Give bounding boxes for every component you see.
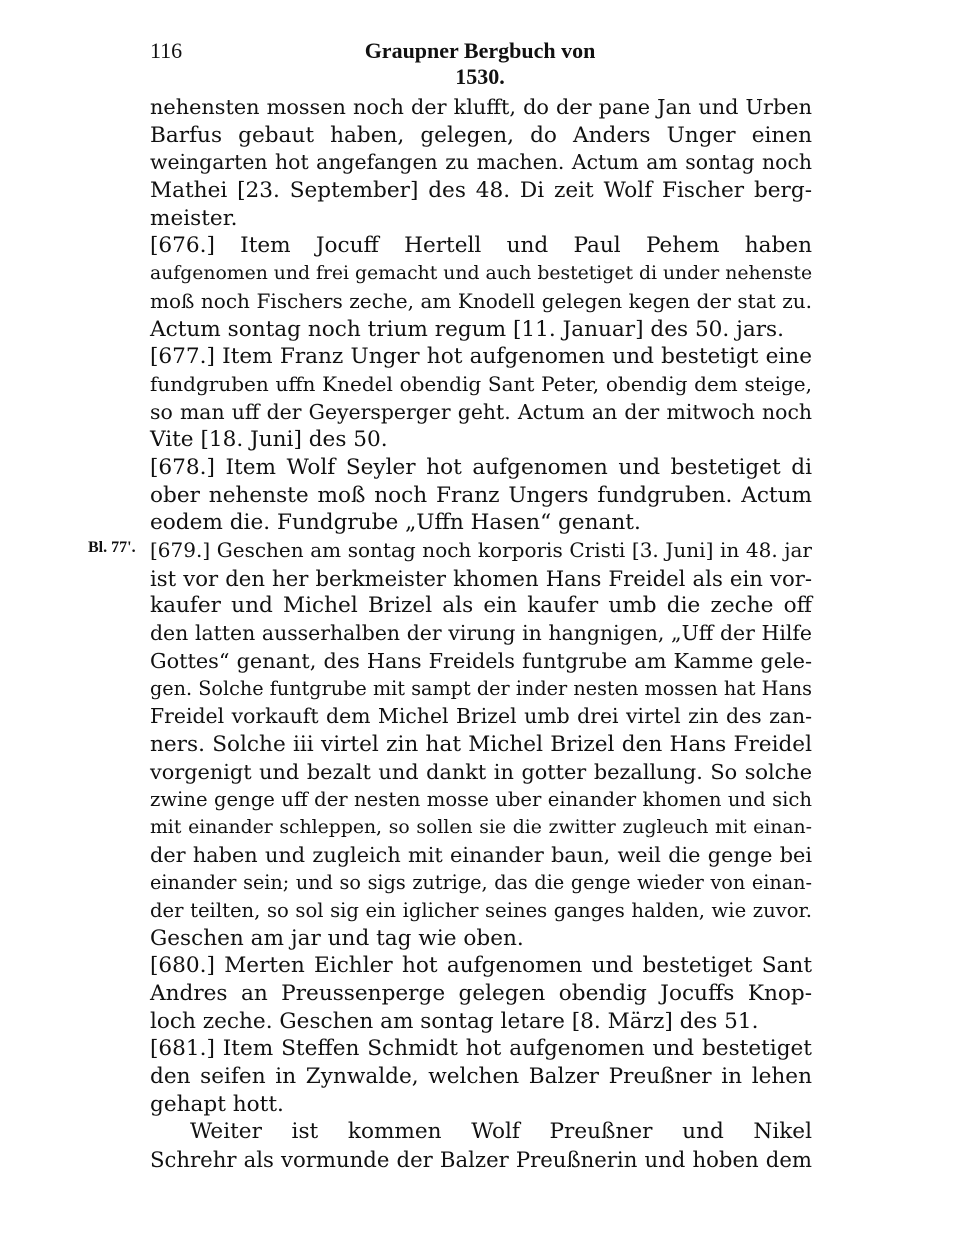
page-number: 116 bbox=[150, 38, 183, 63]
page-header bbox=[150, 38, 810, 89]
text-line: ober nehenste moß noch Franz Ungers fundgruben. Actum bbox=[150, 482, 812, 508]
text-line: weingarten hot angefangen zu machen. Actum am sontag noch bbox=[150, 150, 812, 175]
text-line: Weiter ist kommen Wolf Preußner und Nikel bbox=[190, 1119, 812, 1145]
text-line: Schrehr als vormunde der Balzer Preußnerin und hoben dem bbox=[150, 1147, 812, 1173]
text-line: [677.] Item Franz Unger hot aufgenomen und bestetigt eine bbox=[150, 344, 812, 370]
text-line: Vite [18. Juni] des 50. bbox=[150, 427, 388, 453]
text-line: zwine genge uff der nesten mosse uber einander khomen und sich bbox=[150, 788, 812, 812]
text-line: [680.] Merten Eichler hot aufgenomen und bestetiget Sant bbox=[150, 953, 812, 979]
text-line: fundgruben uffn Knedel obendig Sant Peter, obendig dem steige, bbox=[150, 371, 812, 396]
text-line: Gottes“ genant, des Hans Freidels funtgrube am Kamme gele- bbox=[150, 648, 812, 673]
text-line: der haben und zugleich mit einander baun, weil die genge bei bbox=[150, 842, 812, 867]
text-line: der teilten, so sol sig ein iglicher seines ganges halden, wie zuvor. bbox=[150, 898, 812, 922]
text-line: Freidel vorkauft dem Michel Brizel umb drei virtel zin des zan- bbox=[150, 704, 812, 729]
text-line: Barfus gebaut haben, gelegen, do Anders Unger einen bbox=[150, 122, 812, 148]
text-line: vorgenigt und bezalt und dankt in gotter bezallung. So solche bbox=[150, 759, 812, 784]
text-line: gehapt hott. bbox=[150, 1091, 284, 1117]
text-line: gen. Solche funtgrube mit sampt der inder nesten mossen hat Hans bbox=[150, 677, 812, 701]
margin-note: Bl. 77'. bbox=[88, 539, 136, 556]
text-line: Actum sontag noch trium regum [11. Januar] des 50. jars. bbox=[150, 316, 784, 342]
text-line: nehensten mossen noch der klufft, do der pane Jan und Urben bbox=[150, 95, 812, 119]
text-line: so man uff der Geyersperger geht. Actum an der mitwoch noch bbox=[150, 399, 812, 424]
body-text bbox=[150, 94, 812, 1174]
text-line: Mathei [23. September] des 48. Di zeit Wolf Fischer berg- bbox=[150, 178, 812, 204]
text-line: eodem die. Fundgrube „Uffn Hasen“ genant. bbox=[150, 510, 641, 536]
text-line: ist vor den her berkmeister khomen Hans Freidel als ein vor- bbox=[150, 565, 812, 591]
text-line: [676.] Item Jocuff Hertell und Paul Pehem haben bbox=[150, 233, 812, 259]
text-line: loch zeche. Geschen am sontag letare [8. März] des 51. bbox=[150, 1008, 759, 1034]
text-line: [679.] Geschen am sontag noch korporis Cristi [3. Juni] in 48. jar bbox=[150, 538, 812, 562]
text-line: mit einander schleppen, so sollen sie die zwitter zugleuch mit einan- bbox=[150, 816, 812, 838]
text-line: [681.] Item Steffen Schmidt hot aufgenomen und bestetiget bbox=[150, 1036, 812, 1062]
text-line: aufgenomen und frei gemacht und auch bestetiget di under nehenste bbox=[150, 263, 813, 285]
text-line: den latten ausserhalben der virung in hangnigen, „Uff der Hilfe bbox=[150, 621, 812, 646]
text-line: Andres an Preussenperge gelegen obendig Jocuffs Knop- bbox=[150, 981, 812, 1006]
text-line: kaufer und Michel Brizel als ein kaufer umb die zeche off bbox=[150, 593, 812, 619]
text-line: den seifen in Zynwalde, welchen Balzer Preußner in lehen bbox=[150, 1064, 812, 1090]
text-line: einander sein; und so sigs zutrige, das die genge wieder von einan- bbox=[150, 871, 812, 895]
text-line: Geschen am jar und tag wie oben. bbox=[150, 925, 524, 951]
text-line: moß noch Fischers zeche, am Knodell gelegen kegen der stat zu. bbox=[150, 288, 812, 313]
text-line: ners. Solche iii virtel zin hat Michel Brizel den Hans Freidel bbox=[150, 731, 812, 757]
text-line: meister. bbox=[150, 205, 238, 231]
text-line: [678.] Item Wolf Seyler hot aufgenomen und bestetiget di bbox=[150, 454, 812, 480]
running-title: Graupner Bergbuch von 1530. bbox=[364, 38, 596, 89]
